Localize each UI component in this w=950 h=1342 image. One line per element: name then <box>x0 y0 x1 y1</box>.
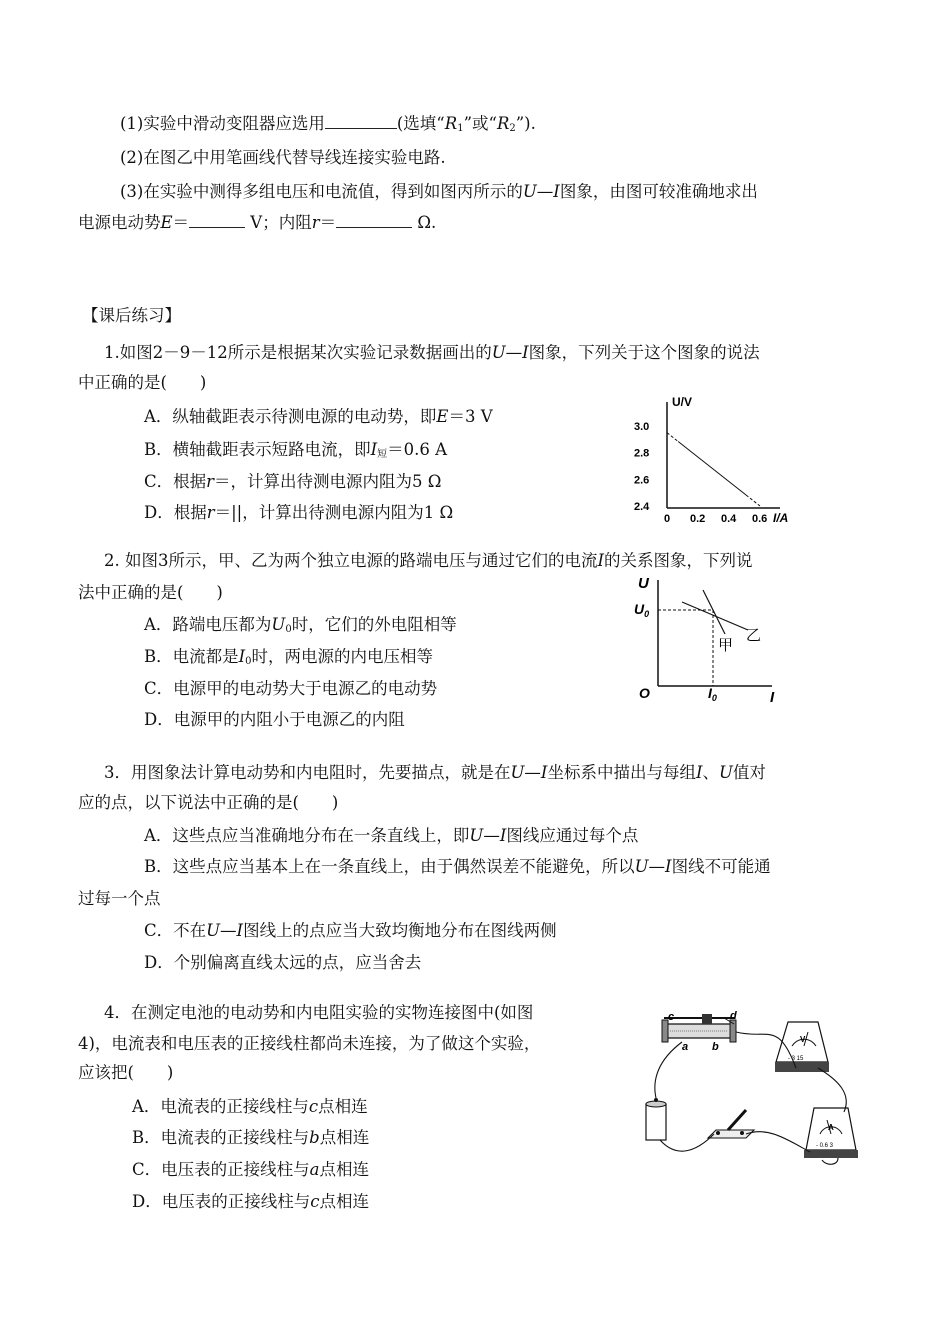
p2-text: 2. 如图3所示，甲、乙为两个独立电源的路端电压与通过它们的电流 <box>104 551 598 570</box>
i-symbol: I <box>370 440 378 459</box>
battery-body <box>646 1104 666 1140</box>
option-text: ＝，计算出待测电源内阻为5 Ω <box>214 472 442 491</box>
ammeter <box>804 1108 858 1158</box>
option-text: A．电流表的正接线柱与 <box>132 1097 309 1116</box>
u-symbol: U <box>718 763 733 782</box>
p3-option-b <box>144 856 771 878</box>
point-label: b <box>309 1128 320 1147</box>
p4-stem-line1: 4．在测定电池的电动势和内电阻实验的实物连接图中(如图 <box>104 1003 534 1022</box>
i-subscript: 短 <box>377 449 388 460</box>
e-symbol: E <box>160 213 173 232</box>
ui-chart <box>630 392 800 528</box>
p4-option-a <box>132 1096 368 1118</box>
q3-text: 电源电动势 <box>78 213 161 232</box>
i-symbol: I <box>238 647 246 666</box>
x-tick-label: 0 <box>664 513 671 525</box>
ui-symbol: U—I <box>491 343 529 362</box>
ui-symbol: U—I <box>634 857 672 876</box>
p3-text: 值对 <box>732 763 766 782</box>
p3-text: 3．用图象法计算电动势和内电阻时，先要描点，就是在 <box>104 763 511 782</box>
option-text: ＝3 V <box>448 407 493 426</box>
p3-text: 、 <box>702 763 719 782</box>
graph-i0-label: $I_0$ <box>708 685 717 703</box>
q1-text: ”或“ <box>463 114 497 133</box>
point-b-label: b <box>712 1041 719 1053</box>
voltmeter-base <box>775 1062 829 1072</box>
point-label: a <box>309 1160 320 1179</box>
p3-option-c <box>144 920 557 942</box>
r-symbol: r <box>311 213 320 232</box>
option-text: B．这些点应当基本上在一条直线上，由于偶然误差不能避免，所以 <box>144 857 635 876</box>
intro-q2: (2)在图乙中用笔画线代替导线连接实验电路. <box>120 148 446 167</box>
switch-post-left <box>716 1131 720 1135</box>
q3-text: ＝ <box>172 213 190 232</box>
r-symbol: r <box>206 472 215 491</box>
option-text: 点相连 <box>318 1097 368 1116</box>
i-symbol: I <box>597 551 605 570</box>
p4-option-b <box>132 1127 369 1149</box>
p3-stem-line1 <box>104 762 766 784</box>
option-text: B．横轴截距表示短路电流，即 <box>144 440 371 459</box>
option-text: 时，两电源的内电压相等 <box>251 647 434 666</box>
ui-symbol: U—I <box>510 763 548 782</box>
ammeter-base <box>804 1150 858 1158</box>
ammeter-a-label: A <box>828 1123 834 1132</box>
option-text: 图线不可能通 <box>671 857 771 876</box>
graph-i-label: I <box>770 689 775 706</box>
i-symbol: I <box>695 763 703 782</box>
option-text: 图线上的点应当大致均衡地分布在图线两侧 <box>243 921 557 940</box>
wire-voltmeter-ammeter <box>818 1068 846 1112</box>
p1-stem-line2: 中正确的是( ) <box>78 373 207 392</box>
p3-option-b-cont: 过每一个点 <box>78 889 161 908</box>
q3-text: (3)在实验中测得多组电压和电流值，得到如图丙所示的 <box>120 182 523 201</box>
q3-text: V；内阻 <box>250 213 312 232</box>
wire-ammeter-loop <box>822 1158 838 1164</box>
option-text: D．根据 <box>144 503 207 522</box>
graph-yi-label: 乙 <box>746 627 762 644</box>
rheostat-end-left <box>662 1020 668 1042</box>
u-symbol: U <box>271 615 286 634</box>
p3-stem-line2: 应的点，以下说法中正确的是( ) <box>78 793 339 812</box>
p3-text: 坐标系中描出与每组 <box>547 763 696 782</box>
p2-option-d: D．电源甲的内阻小于电源乙的内阻 <box>144 710 405 729</box>
y-tick-label: 3.0 <box>634 421 650 433</box>
p2-text: 的关系图象，下列说 <box>604 551 753 570</box>
r1-symbol: R <box>444 114 458 133</box>
r1-subscript: 1 <box>457 123 464 134</box>
voltmeter <box>775 1022 829 1072</box>
chart-series-line <box>678 441 746 495</box>
p2-stem-line1 <box>104 550 753 572</box>
option-text: ＝||，计算出待测电源内阻为1 Ω <box>214 503 454 522</box>
option-text: 点相连 <box>319 1128 370 1147</box>
q3-text: Ω. <box>417 213 437 232</box>
option-text: B．电流都是 <box>144 647 239 666</box>
x-tick-label: 0.6 <box>752 513 768 525</box>
p1-text: 1.如图2－9－12所示是根据某次实验记录数据画出的 <box>104 343 492 362</box>
point-a-label: a <box>682 1041 689 1053</box>
r-symbol: r <box>206 503 215 522</box>
p2-option-a <box>144 614 457 641</box>
point-label: c <box>310 1192 320 1211</box>
q3-text: 图象，由图可较准确地求出 <box>559 182 758 201</box>
p3-option-a <box>144 825 638 847</box>
switch-lever <box>728 1110 746 1130</box>
intro-q3-line1 <box>120 181 758 203</box>
point-c-label: c <box>668 1011 675 1023</box>
answer-blank <box>325 114 397 129</box>
p2-stem-line2: 法中正确的是( ) <box>78 583 223 602</box>
option-text: 图线应通过每个点 <box>506 826 639 845</box>
answer-blank <box>189 213 245 228</box>
x-tick-label: 0.4 <box>721 513 737 525</box>
p4-stem-line2: 4)，电流表和电压表的正接线柱都尚未连接，为了做这个实验， <box>78 1034 541 1053</box>
section-title: 【课后练习】 <box>82 306 181 325</box>
rheostat <box>662 1010 737 1053</box>
wire-switch-ammeter <box>746 1132 810 1152</box>
q1-text: (1)实验中滑动变阻器应选用 <box>120 114 325 133</box>
q3-text: ＝ <box>319 213 337 232</box>
p3-option-d: D．个别偏离直线太远的点，应当舍去 <box>144 953 422 972</box>
y-tick-label: 2.4 <box>634 501 650 513</box>
y-tick-label: 2.8 <box>634 447 650 460</box>
p1-option-b <box>144 439 447 466</box>
wire-battery-switch <box>660 1134 714 1151</box>
p1-stem-line1 <box>104 342 760 364</box>
option-text: ＝0.6 A <box>387 440 448 459</box>
point-label: c <box>308 1097 319 1116</box>
intro-q3-line2 <box>78 212 436 234</box>
q1-text: (选填“ <box>396 114 445 133</box>
x-tick-label: 0.2 <box>690 513 706 525</box>
option-text: C．电压表的正接线柱与 <box>132 1160 310 1179</box>
p4-option-c <box>132 1159 369 1181</box>
chart-y-label: U/V <box>672 395 693 409</box>
circuit-figure <box>638 1010 860 1168</box>
p2-option-b <box>144 646 433 673</box>
option-text: 点相连 <box>319 1192 369 1211</box>
y-tick-label: 2.6 <box>634 474 650 487</box>
ammeter-scale: - 0.6 3 <box>816 1143 834 1149</box>
battery <box>646 1098 666 1140</box>
option-text: A．路端电压都为 <box>144 615 272 634</box>
graph-line-yi <box>682 602 748 630</box>
graph-origin-label: O <box>639 685 650 701</box>
r2-subscript: 2 <box>509 123 516 134</box>
option-text: C．不在 <box>144 921 207 940</box>
ui-symbol: U—I <box>206 921 244 940</box>
graph-u0-label: $U_0$ <box>634 601 650 619</box>
option-text: A．这些点应当准确地分布在一条直线上，即 <box>144 826 470 845</box>
voltmeter-scale: - 3 15 <box>788 1056 804 1062</box>
rheostat-slider <box>702 1014 712 1024</box>
chart-series-dashed-start <box>667 433 678 442</box>
option-text: D．电压表的正接线柱与 <box>132 1192 311 1211</box>
intro-q1 <box>120 113 536 140</box>
battery-terminal <box>654 1098 658 1102</box>
graph-u-label: U <box>638 575 649 592</box>
e-symbol: E <box>436 407 449 426</box>
option-text: 点相连 <box>319 1160 369 1179</box>
wire-rheostat-battery <box>655 1042 682 1098</box>
option-text: 时，它们的外电阻相等 <box>291 615 457 634</box>
answer-blank <box>336 213 412 228</box>
r2-symbol: R <box>496 114 510 133</box>
chart-x-label: I/A <box>773 511 789 525</box>
p1-text: 图象，下列关于这个图象的说法 <box>528 343 760 362</box>
u-subscript: 0 <box>285 624 292 635</box>
p1-option-a <box>144 406 493 428</box>
point-d-label: d <box>730 1010 737 1022</box>
p1-option-d <box>144 502 453 524</box>
option-text: C．根据 <box>144 472 207 491</box>
option-text: B．电流表的正接线柱与 <box>132 1128 310 1147</box>
switch-post-right <box>740 1131 744 1135</box>
p4-stem-line3: 应该把( ) <box>78 1063 174 1082</box>
ui-symbol: U—I <box>469 826 507 845</box>
i-subscript: 0 <box>245 656 252 667</box>
graph-jia-label: 甲 <box>718 637 734 654</box>
ui-symbol: U—I <box>522 182 560 201</box>
q1-text: ”). <box>515 114 536 133</box>
option-text: A．纵轴截距表示待测电源的电动势，即 <box>144 407 437 426</box>
chart-series-dashed-end <box>746 495 760 506</box>
p2-option-c: C．电源甲的电动势大于电源乙的电动势 <box>144 679 438 698</box>
p1-option-c <box>144 471 441 493</box>
p4-option-d <box>132 1191 369 1213</box>
two-source-graph <box>630 574 790 710</box>
voltmeter-v-label: V <box>800 1035 806 1044</box>
